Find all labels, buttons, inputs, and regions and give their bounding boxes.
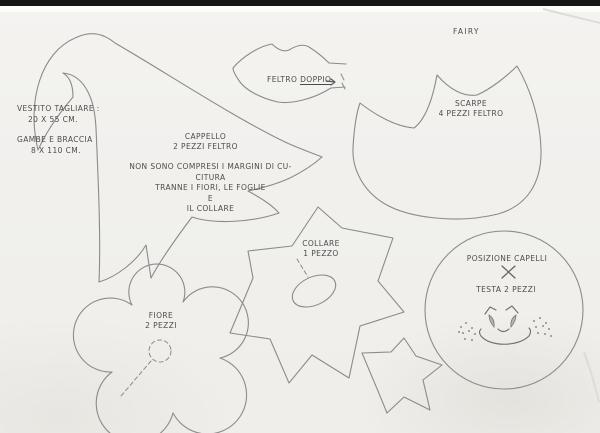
shoes-label-line2: 4 PEZZI FELTRO [438, 109, 504, 118]
shoes-label [428, 99, 514, 119]
limbs-note-line2: 8 X 110 CM. [31, 146, 81, 155]
seam-note-line4: E [207, 193, 214, 203]
leaf-outline [233, 44, 346, 102]
hair-position-x-mark [502, 266, 515, 278]
right-eye [511, 315, 516, 327]
hat-label-line2: 2 PEZZI FELTRO [173, 142, 238, 151]
dress-note-line1: VESTITO TAGLIARE : [17, 104, 100, 113]
hair-position-label: POSIZIONE CAPELLI [466, 254, 548, 263]
dress-note-line2: 20 X 55 CM. [28, 115, 78, 124]
flower-outline [73, 264, 248, 433]
small-star-outline [362, 338, 442, 413]
limbs-note-line1: GAMBE E BRACCIA [17, 135, 93, 144]
brand-label: FAIRY [453, 27, 480, 36]
seam-note-line5: IL COLLARE [186, 204, 235, 213]
hat-label [158, 132, 253, 152]
seam-note-line3: TRANNE I FIORI, LE FOGLIE [155, 183, 266, 192]
seam-note-line1: NON SONO COMPRESI I MARGINI DI CU- [129, 162, 292, 171]
leaf-label-word1: FELTRO [267, 75, 298, 84]
left-cheek-freckles [458, 322, 476, 341]
collar-pointer-dashed-line [297, 259, 308, 277]
shoe-outline [353, 66, 541, 219]
leaf-label-word2: DOPPIO [300, 75, 332, 84]
seam-allowance-note [128, 162, 293, 215]
paper-crease-top [543, 9, 600, 23]
leaf-stem-tick-1 [341, 74, 344, 80]
flower-center-dashed-circle [149, 340, 171, 362]
leaf-label [267, 75, 331, 85]
collar-outline [230, 207, 404, 383]
left-eye [489, 315, 494, 327]
nose [498, 329, 509, 332]
flower-label [125, 311, 197, 331]
smile-mouth [480, 328, 531, 344]
collar-label-line1: COLLARE [302, 239, 340, 248]
flower-label-line1: FIORE [148, 311, 174, 320]
right-cheek-freckles [533, 317, 552, 337]
flower-label-line2: 2 PEZZI [145, 321, 177, 330]
collar-label-line2: 1 PEZZO [303, 249, 339, 258]
collar-neck-hole [287, 269, 341, 314]
seam-note-line2: CITURA [195, 172, 226, 182]
shoes-label-line1: SCARPE [454, 99, 487, 108]
right-eyebrow [506, 306, 518, 313]
leaf-stem-tick-2 [342, 83, 345, 89]
left-eyebrow [485, 307, 496, 314]
head-label: TESTA 2 PEZZI [476, 285, 536, 294]
flower-dashed-line [121, 361, 151, 396]
collar-label [288, 239, 354, 259]
paper-crease-bottom [584, 352, 599, 402]
hat-label-line1: CAPPELLO [184, 132, 227, 141]
hat-outline [34, 34, 322, 282]
